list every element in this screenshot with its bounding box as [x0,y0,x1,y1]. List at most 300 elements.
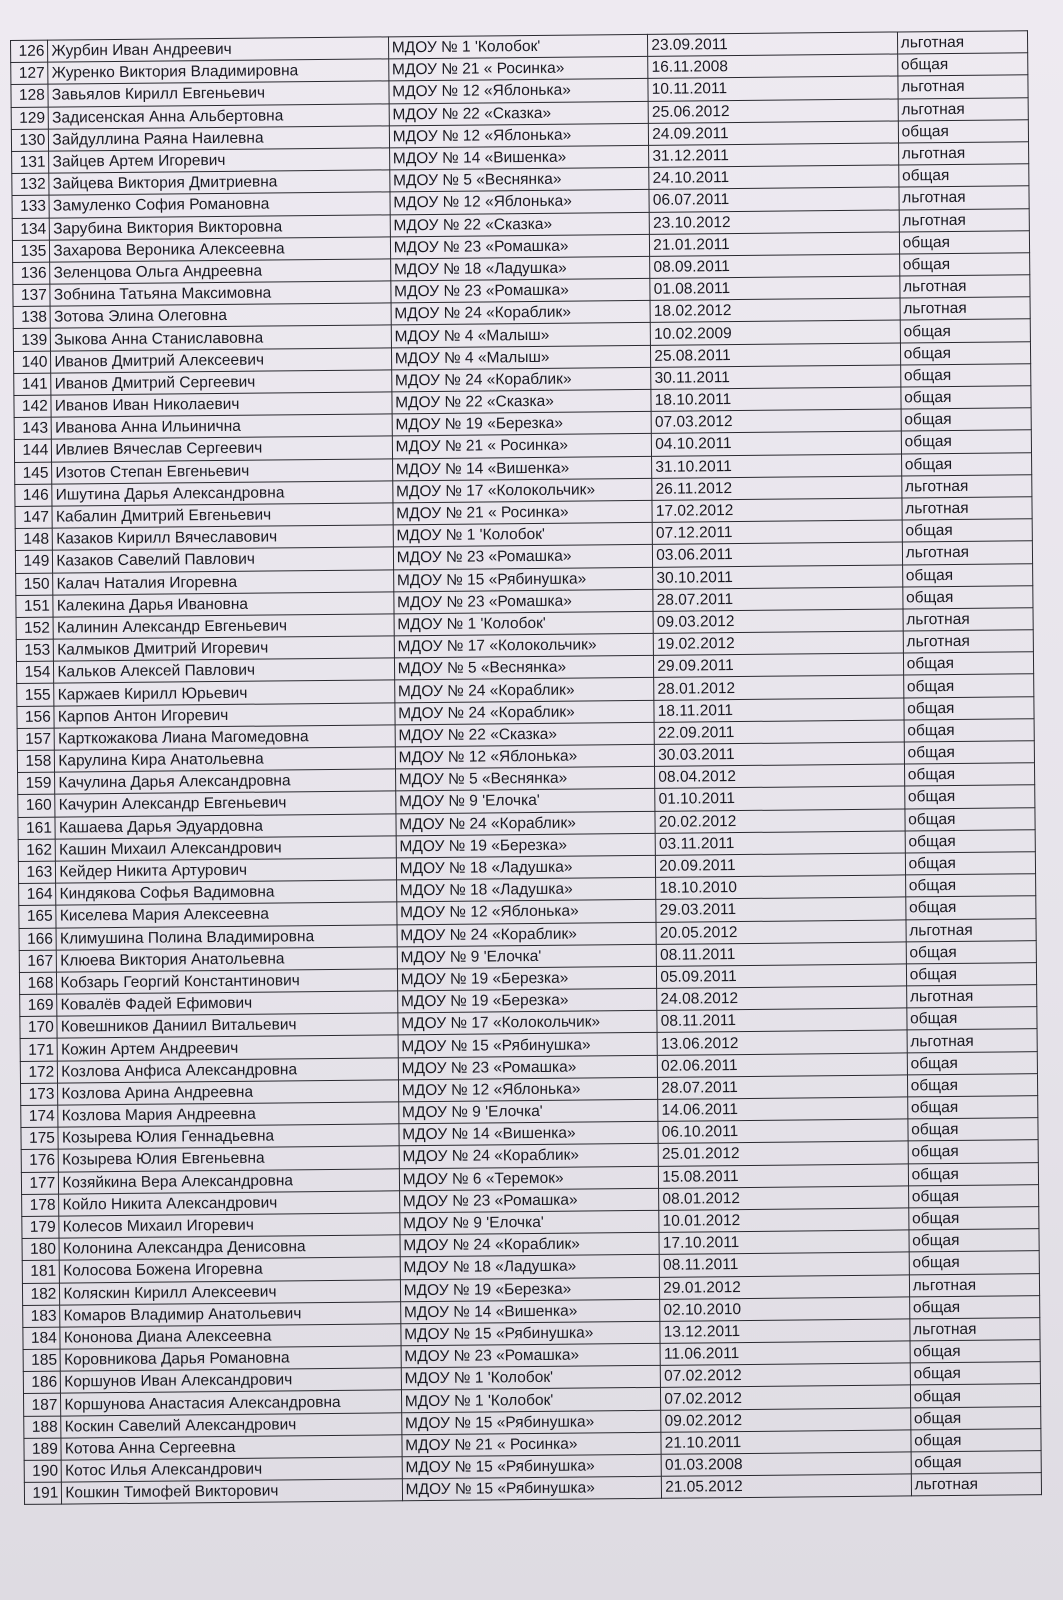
child-name: Коровникова Дарья Романовна [60,1346,401,1371]
kindergarten-name: МДОУ № 4 «Малыш» [391,323,651,348]
child-name: Козлова Мария Андреевна [58,1102,399,1127]
queue-type: общая [905,874,1036,897]
kindergarten-name: МДОУ № 6 «Теремок» [399,1166,659,1191]
queue-type: общая [908,1118,1039,1141]
child-name: Колонина Александра Денисовна [59,1235,400,1260]
queue-type: общая [907,1051,1038,1074]
row-number: 171 [20,1039,58,1062]
kindergarten-name: МДОУ № 21 « Росинка» [392,434,652,459]
child-name: Замуленко София Романовна [49,192,390,217]
queue-type: льготная [900,297,1031,320]
child-name: Киселева Мария Алексеевна [56,902,397,927]
kindergarten-name: МДОУ № 15 «Рябинушка» [393,567,653,592]
queue-type: общая [902,585,1033,608]
row-number: 168 [19,972,57,995]
child-name: Котос Илья Александрович [61,1457,402,1482]
child-name: Иванова Анна Ильинична [51,414,392,439]
kindergarten-name: МДОУ № 14 «Вишенка» [400,1299,660,1324]
row-number: 145 [15,462,53,485]
child-name: Зеленцова Ольга Андреевна [50,259,391,284]
row-number: 158 [17,750,55,773]
row-number: 184 [23,1327,61,1350]
row-number: 157 [17,728,55,751]
kindergarten-name: МДОУ № 12 «Яблонька» [398,1077,658,1102]
child-name: Ишутина Дарья Александровна [52,481,393,506]
kindergarten-name: МДОУ № 1 'Колобок' [388,34,648,59]
queue-type: общая [901,408,1032,431]
birth-date: 22.09.2011 [654,720,904,745]
child-name: Зарубина Виктория Викторовна [50,214,391,239]
kindergarten-name: МДОУ № 22 «Сказка» [392,389,652,414]
kindergarten-name: МДОУ № 15 «Рябинушка» [401,1410,661,1435]
birth-date: 14.06.2011 [658,1097,908,1122]
birth-date: 17.02.2012 [652,498,902,523]
kindergarten-name: МДОУ № 23 «Ромашка» [391,278,651,303]
queue-type: льготная [911,1473,1042,1496]
child-name: Кобзарь Георгий Константинович [57,969,398,994]
row-number: 133 [12,195,50,218]
queue-type: общая [907,1007,1038,1030]
child-name: Колесов Михаил Игоревич [59,1213,400,1238]
kindergarten-name: МДОУ № 22 «Сказка» [390,212,650,237]
child-name: Козлова Анфиса Александровна [58,1057,399,1082]
child-name: Кальков Алексей Павлович [54,658,395,683]
birth-date: 30.03.2011 [655,742,905,767]
birth-date: 28.07.2011 [653,587,903,612]
child-name: Кашин Михаил Александрович [56,836,397,861]
child-name: Ковешников Даниил Витальевич [57,1013,398,1038]
child-name: Казаков Кирилл Вячеславович [53,525,394,550]
birth-date: 25.08.2011 [651,343,901,368]
row-number: 177 [21,1172,59,1195]
row-number: 170 [20,1016,58,1039]
kindergarten-name: МДОУ № 18 «Ладушка» [390,256,650,281]
child-name: Калач Наталия Игоревна [53,569,394,594]
row-number: 136 [13,262,51,285]
row-number: 162 [18,839,56,862]
row-number: 179 [22,1216,60,1239]
kindergarten-name: МДОУ № 24 «Кораблик» [391,301,651,326]
child-name: Кейдер Никита Артурович [56,858,397,883]
birth-date: 25.01.2012 [658,1141,908,1166]
child-name: Захарова Вероника Алексеевна [50,237,391,262]
kindergarten-name: МДОУ № 1 'Колобок' [401,1388,661,1413]
child-name: Котова Анна Сергеевна [61,1435,402,1460]
queue-type: общая [909,1229,1040,1252]
row-number: 186 [23,1371,61,1394]
birth-date: 10.01.2012 [659,1208,909,1233]
queue-type: льготная [902,541,1033,564]
child-name: Зайдуллина Раяна Наилевна [49,126,390,151]
kindergarten-name: МДОУ № 1 'Колобок' [401,1366,661,1391]
birth-date: 03.11.2011 [655,831,905,856]
child-name: Зайцева Виктория Дмитриевна [49,170,390,195]
birth-date: 17.10.2011 [659,1230,909,1255]
row-number: 150 [16,573,54,596]
kindergarten-name: МДОУ № 24 «Кораблик» [391,367,651,392]
child-name: Завьялов Кирилл Евгеньевич [48,81,389,106]
row-number: 149 [15,550,53,573]
birth-date: 09.02.2012 [661,1408,911,1433]
table-body [11,31,1042,1505]
queue-type: общая [910,1384,1041,1407]
queue-type: общая [905,896,1036,919]
birth-date: 28.07.2011 [658,1075,908,1100]
birth-date: 20.02.2012 [655,809,905,834]
row-number: 148 [15,528,53,551]
birth-date: 13.06.2012 [657,1030,907,1055]
queue-type: общая [899,230,1030,253]
kindergarten-name: МДОУ № 12 «Яблонька» [389,123,649,148]
birth-date: 18.10.2010 [656,875,906,900]
birth-date: 24.10.2011 [649,165,899,190]
kindergarten-name: МДОУ № 24 «Кораблик» [396,811,656,836]
queue-type: общая [909,1251,1040,1274]
birth-date: 20.09.2011 [656,853,906,878]
kindergarten-name: МДОУ № 14 «Вишенка» [389,145,649,170]
queue-type: общая [905,829,1036,852]
kindergarten-name: МДОУ № 21 « Росинка» [388,57,648,82]
child-name: Казаков Савелий Павлович [53,547,394,572]
birth-date: 05.09.2011 [657,964,907,989]
row-number: 140 [13,351,51,374]
kindergarten-name: МДОУ № 21 « Росинка» [393,500,653,525]
child-name: Комаров Владимир Анатольевич [60,1301,401,1326]
kindergarten-name: МДОУ № 14 «Вишенка» [399,1122,659,1147]
enrollment-table [10,30,1042,1505]
birth-date: 31.12.2011 [649,143,899,168]
birth-date: 23.09.2011 [648,32,898,57]
birth-date: 06.07.2011 [649,187,899,212]
child-name: Кашаева Дарья Эдуардовна [55,813,396,838]
queue-type: льготная [909,1273,1040,1296]
kindergarten-name: МДОУ № 14 «Вишенка» [392,456,652,481]
row-number: 154 [16,661,54,684]
kindergarten-name: МДОУ № 5 «Веснянка» [394,656,654,681]
child-name: Зотова Элина Олеговна [50,303,391,328]
queue-type: общая [900,341,1031,364]
kindergarten-name: МДОУ № 17 «Колокольчик» [394,633,654,658]
child-name: Иванов Иван Николаевич [51,392,392,417]
queue-type: общая [901,452,1032,475]
kindergarten-name: МДОУ № 5 «Веснянка» [395,767,655,792]
queue-type: льготная [898,97,1029,120]
kindergarten-name: МДОУ № 24 «Кораблик» [394,678,654,703]
row-number: 156 [17,706,55,729]
child-name: Койло Никита Александрович [59,1191,400,1216]
row-number: 141 [14,373,52,396]
birth-date: 30.10.2011 [653,564,903,589]
row-number: 188 [24,1416,62,1439]
kindergarten-name: МДОУ № 23 «Ромашка» [399,1188,659,1213]
row-number: 137 [13,284,51,307]
child-name: Изотов Степан Евгеньевич [52,458,393,483]
child-name: Ивлиев Вячеслав Сергеевич [52,436,393,461]
birth-date: 21.05.2012 [662,1474,912,1499]
kindergarten-name: МДОУ № 24 «Кораблик» [400,1232,660,1257]
birth-date: 21.10.2011 [661,1430,911,1455]
child-name: Иванов Дмитрий Алексеевич [51,347,392,372]
kindergarten-name: МДОУ № 15 «Рябинушка» [401,1321,661,1346]
child-name: Калекина Дарья Ивановна [53,592,394,617]
birth-date: 18.11.2011 [654,698,904,723]
queue-type: льготная [899,208,1030,231]
birth-date: 09.03.2012 [653,609,903,634]
queue-type: общая [908,1184,1039,1207]
birth-date: 16.11.2008 [648,54,898,79]
kindergarten-name: МДОУ № 9 'Елочка' [399,1210,659,1235]
child-name: Коляскин Кирилл Алексеевич [60,1279,401,1304]
child-name: Козлова Арина Андреевна [58,1080,399,1105]
birth-date: 28.01.2012 [654,675,904,700]
queue-type: общая [904,763,1035,786]
row-number: 127 [11,62,49,85]
row-number: 189 [24,1438,62,1461]
birth-date: 18.02.2012 [650,298,900,323]
child-name: Коршунов Иван Александрович [61,1368,402,1393]
queue-type: общая [909,1295,1040,1318]
row-number: 161 [18,817,56,840]
row-number: 138 [13,306,51,329]
child-name: Качурин Александр Евгеньевич [55,791,396,816]
queue-type: общая [900,319,1031,342]
row-number: 190 [24,1460,62,1483]
child-name: Зобнина Татьяна Максимовна [50,281,391,306]
kindergarten-name: МДОУ № 22 «Сказка» [395,722,655,747]
queue-type: льготная [899,275,1030,298]
child-name: Кожин Артем Андреевич [57,1035,398,1060]
birth-date: 10.11.2011 [648,76,898,101]
child-name: Журенко Виктория Владимировна [48,59,389,84]
row-number: 187 [23,1394,61,1417]
row-number: 167 [19,950,57,973]
queue-type: общая [906,940,1037,963]
child-name: Зайцев Артем Игоревич [49,148,390,173]
kindergarten-name: МДОУ № 22 «Сказка» [389,101,649,126]
child-name: Кабалин Дмитрий Евгеньевич [52,503,393,528]
queue-type: общая [908,1207,1039,1230]
birth-date: 02.10.2010 [660,1297,910,1322]
row-number: 142 [14,395,52,418]
queue-type: льготная [907,1029,1038,1052]
row-number: 126 [11,40,49,63]
queue-type: общая [902,563,1033,586]
row-number: 172 [20,1061,58,1084]
queue-type: общая [897,53,1028,76]
kindergarten-name: МДОУ № 17 «Колокольчик» [398,1011,658,1036]
row-number: 191 [24,1482,62,1505]
kindergarten-name: МДОУ № 12 «Яблонька» [395,744,655,769]
child-name: Колосова Божена Игоревна [60,1257,401,1282]
birth-date: 26.11.2012 [652,476,902,501]
queue-type: общая [910,1406,1041,1429]
birth-date: 08.09.2011 [650,254,900,279]
child-name: Коршунова Анастасия Александровна [61,1390,402,1415]
kindergarten-name: МДОУ № 23 «Ромашка» [401,1343,661,1368]
birth-date: 20.05.2012 [656,919,906,944]
kindergarten-name: МДОУ № 24 «Кораблик» [397,922,657,947]
child-name: Карулина Кира Анатольевна [55,747,396,772]
child-name: Клюева Виктория Анатольевна [57,947,398,972]
kindergarten-name: МДОУ № 23 «Ромашка» [398,1055,658,1080]
birth-date: 15.08.2011 [659,1163,909,1188]
row-number: 159 [18,772,56,795]
birth-date: 23.10.2012 [649,209,899,234]
queue-type: общая [905,852,1036,875]
child-name: Климушина Полина Владимировна [56,924,397,949]
row-number: 169 [20,994,58,1017]
kindergarten-name: МДОУ № 21 « Росинка» [402,1432,662,1457]
queue-type: льготная [903,630,1034,653]
birth-date: 03.06.2011 [653,542,903,567]
birth-date: 13.12.2011 [660,1319,910,1344]
kindergarten-name: МДОУ № 4 «Малыш» [391,345,651,370]
row-number: 185 [23,1349,61,1372]
birth-date: 01.10.2011 [655,786,905,811]
birth-date: 10.02.2009 [650,320,900,345]
kindergarten-name: МДОУ № 1 'Колобок' [393,522,653,547]
queue-type: льготная [898,75,1029,98]
row-number: 134 [12,218,50,241]
kindergarten-name: МДОУ № 5 «Веснянка» [389,167,649,192]
row-number: 147 [15,506,53,529]
row-number: 165 [19,905,57,928]
row-number: 160 [18,794,56,817]
queue-type: общая [904,741,1035,764]
kindergarten-name: МДОУ № 23 «Ромашка» [390,234,650,259]
child-name: Иванов Дмитрий Сергеевич [51,370,392,395]
birth-date: 29.01.2012 [660,1274,910,1299]
birth-date: 08.04.2012 [655,764,905,789]
queue-type: общая [908,1162,1039,1185]
birth-date: 24.09.2011 [649,121,899,146]
row-number: 129 [11,107,49,130]
birth-date: 04.10.2011 [652,431,902,456]
queue-type: общая [905,807,1036,830]
queue-type: общая [903,674,1034,697]
kindergarten-name: МДОУ № 19 «Березка» [400,1277,660,1302]
row-number: 130 [11,129,49,152]
row-number: 182 [22,1283,60,1306]
kindergarten-name: МДОУ № 18 «Ладушка» [400,1255,660,1280]
queue-type: общая [901,430,1032,453]
child-name: Карпов Антон Игоревич [54,702,395,727]
kindergarten-name: МДОУ № 9 'Елочка' [397,944,657,969]
queue-type: общая [904,719,1035,742]
row-number: 163 [18,861,56,884]
kindergarten-name: МДОУ № 12 «Яблонька» [396,900,656,925]
row-number: 152 [16,617,54,640]
row-number: 183 [23,1305,61,1328]
queue-type: общая [898,119,1029,142]
kindergarten-name: МДОУ № 12 «Яблонька» [390,190,650,215]
child-name: Кононова Диана Алексеевна [60,1324,401,1349]
birth-date: 29.09.2011 [654,653,904,678]
birth-date: 02.06.2011 [658,1053,908,1078]
birth-date: 31.10.2011 [652,454,902,479]
row-number: 143 [14,417,52,440]
kindergarten-name: МДОУ № 18 «Ладушка» [396,855,656,880]
birth-date: 07.02.2012 [661,1385,911,1410]
birth-date: 07.02.2012 [661,1363,911,1388]
kindergarten-name: МДОУ № 17 «Колокольчик» [392,478,652,503]
queue-type: общая [911,1451,1042,1474]
birth-date: 01.03.2008 [661,1452,911,1477]
birth-date: 21.01.2011 [650,232,900,257]
child-name: Кошкин Тимофей Викторович [62,1479,403,1504]
child-name: Калинин Александр Евгеньевич [53,614,394,639]
child-name: Карткожакова Лиана Магомедовна [54,725,395,750]
birth-date: 25.06.2012 [648,99,898,124]
queue-type: льготная [898,142,1029,165]
child-name: Калмыков Дмитрий Игоревич [54,636,395,661]
birth-date: 07.03.2012 [651,409,901,434]
row-number: 128 [11,85,49,108]
queue-type: общая [907,1073,1038,1096]
birth-date: 08.11.2011 [656,942,906,967]
kindergarten-name: МДОУ № 9 'Елочка' [398,1099,658,1124]
queue-type: льготная [910,1318,1041,1341]
row-number: 135 [12,240,50,263]
row-number: 151 [16,595,54,618]
birth-date: 01.08.2011 [650,276,900,301]
birth-date: 07.12.2011 [652,520,902,545]
queue-type: общая [899,253,1030,276]
row-number: 131 [12,151,50,174]
row-number: 144 [14,439,52,462]
queue-type: общая [903,652,1034,675]
birth-date: 30.11.2011 [651,365,901,390]
child-name: Каржаев Кирилл Юрьевич [54,680,395,705]
queue-type: льготная [897,31,1028,54]
birth-date: 08.11.2011 [657,1008,907,1033]
birth-date: 11.06.2011 [660,1341,910,1366]
kindergarten-name: МДОУ № 19 «Березка» [392,412,652,437]
queue-type: общая [902,519,1033,542]
kindergarten-name: МДОУ № 15 «Рябинушка» [402,1476,662,1501]
row-number: 153 [16,639,54,662]
child-name: Козырева Юлия Геннадьевна [58,1124,399,1149]
child-name: Киндякова Софья Вадимовна [56,880,397,905]
kindergarten-name: МДОУ № 18 «Ладушка» [396,877,656,902]
queue-type: общая [898,164,1029,187]
birth-date: 29.03.2011 [656,897,906,922]
kindergarten-name: МДОУ № 23 «Ромашка» [394,589,654,614]
queue-type: общая [911,1428,1042,1451]
row-number: 146 [15,484,53,507]
kindergarten-name: МДОУ № 19 «Березка» [397,988,657,1013]
kindergarten-name: МДОУ № 1 'Колобок' [394,611,654,636]
queue-type: общая [906,963,1037,986]
birth-date: 06.10.2011 [658,1119,908,1144]
child-name: Ковалёв Фадей Ефимович [57,991,398,1016]
child-name: Задисенская Анна Альбертовна [49,103,390,128]
kindergarten-name: МДОУ № 19 «Березка» [396,833,656,858]
kindergarten-name: МДОУ № 12 «Яблонька» [389,79,649,104]
queue-type: льготная [899,186,1030,209]
birth-date: 18.10.2011 [651,387,901,412]
row-number: 176 [21,1149,59,1172]
queue-type: льготная [906,985,1037,1008]
kindergarten-name: МДОУ № 23 «Ромашка» [393,545,653,570]
kindergarten-name: МДОУ № 19 «Березка» [397,966,657,991]
row-number: 166 [19,928,57,951]
queue-type: общая [910,1340,1041,1363]
queue-type: общая [907,1096,1038,1119]
child-name: Зыкова Анна Станиславовна [51,325,392,350]
birth-date: 19.02.2012 [653,631,903,656]
row-number: 178 [22,1194,60,1217]
